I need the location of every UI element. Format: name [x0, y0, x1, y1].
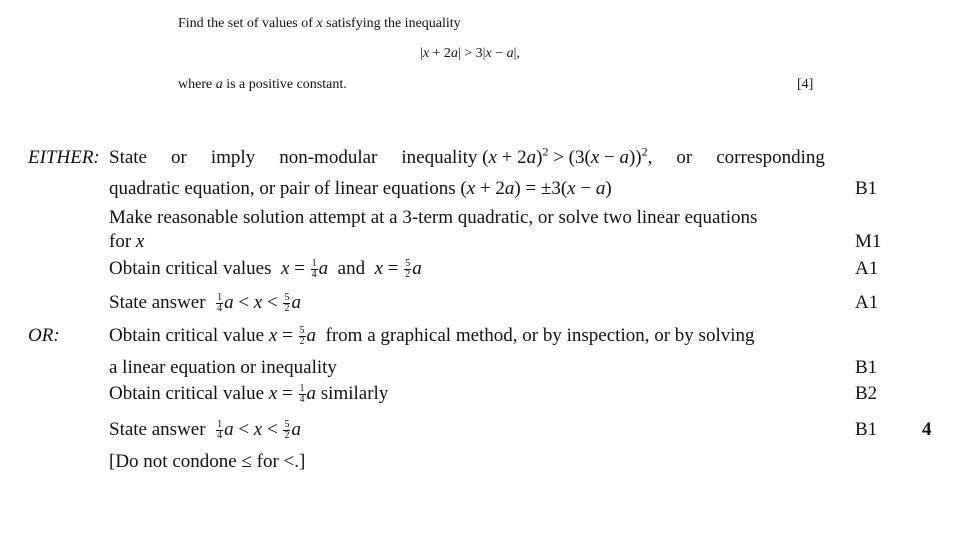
- either-line-4: for x: [109, 231, 145, 252]
- note: [Do not condone ≤ for <.]: [109, 451, 306, 472]
- question-inequality: |x + 2a| > 3|x − a|,: [420, 46, 520, 61]
- mark-a1-a: A1: [855, 258, 879, 279]
- or-line-2: a linear equation or inequality: [109, 357, 337, 378]
- or-line-4: State answer $\frac{1}{4}$ a < x < $\frac{5}{2}$ a: [109, 419, 301, 442]
- either-line-2: quadratic equation, or pair of linear equations (x + 2a) = ±3(x − a): [109, 178, 612, 199]
- mark-b1-b: B1: [855, 357, 878, 378]
- mark-b2: B2: [855, 383, 878, 404]
- question-marks: [4]: [797, 77, 814, 92]
- mark-a1-b: A1: [855, 292, 879, 313]
- mark-b1-a: B1: [855, 178, 878, 199]
- question-condition: where a is a positive constant.: [178, 77, 347, 92]
- or-line-1: Obtain critical value x = $\frac{5}{2}$ a from a graphical method, or by inspection, or by solving: [109, 325, 755, 348]
- or-line-3: Obtain critical value x = $\frac{1}{4}$ a similarly: [109, 383, 389, 406]
- mark-m1: M1: [855, 231, 882, 252]
- either-label: EITHER:: [28, 147, 100, 168]
- either-line-3: Make reasonable solution attempt at a 3-term quadratic, or solve two linear equations: [109, 207, 758, 228]
- mark-b1-c: B1: [855, 419, 878, 440]
- either-line-5: Obtain critical values x = $\frac{1}{4}$ a and x = $\frac{5}{2}$ a: [109, 258, 422, 281]
- either-line-6: State answer $\frac{1}{4}$ a < x < $\frac{5}{2}$ a: [109, 292, 301, 315]
- total-marks: 4: [922, 419, 932, 440]
- or-label: OR:: [28, 325, 60, 346]
- either-line-1: State or imply non-modular inequality $(x + 2a)^2 > (3(x - a))^2$, or corresponding: [109, 144, 825, 168]
- question-prompt: Find the set of values of x satisfying the inequality: [178, 16, 461, 31]
